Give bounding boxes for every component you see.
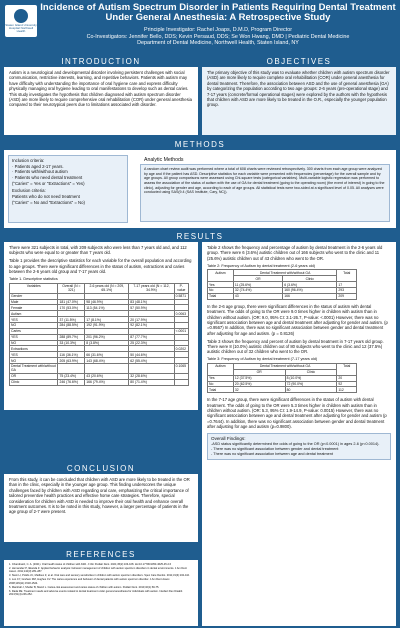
- results-right-panel: [202, 242, 396, 626]
- objectives-panel: [202, 67, 396, 135]
- introduction-panel: [4, 67, 198, 135]
- table1-cell: 17 (8.1%): [85, 317, 129, 323]
- table3-cell: Total: [208, 387, 234, 393]
- table1-cell: 33 (10.3%): [58, 340, 85, 346]
- table2: [207, 269, 357, 299]
- table1-cell: 192 (91.9%): [85, 322, 129, 328]
- introduction-heading: INTRODUCTION: [4, 55, 198, 67]
- references-panel: [4, 560, 198, 626]
- table1-cell: 201 (96.2%): [85, 334, 129, 340]
- analytic-box: [140, 164, 390, 222]
- findings-title: Overall Findings:: [211, 435, 246, 441]
- table1-cell: 288 (89.7%): [58, 334, 85, 340]
- poster-header: [0, 0, 400, 54]
- table1: [9, 283, 189, 386]
- results-paragraph: In the 7-17 age group, there were significant differences in the status of autism with dental treatment. The odds of going to the OR were 5.3 times higher in children with autism than in children without autism. (OR: 5.3, 95% CI: 1.9-14.9, P-value: 0.0015) However, there was no significant association between age and dental treatment after adjusting for gender and autism (p =0.7644). In addition, there was no significant association between gender and dental treatment after adjusting for age and autism (p=0.9800).: [207, 397, 387, 430]
- table1-cell: 43 (20.6%): [85, 373, 129, 379]
- table1-cell: Male: [10, 299, 58, 305]
- results-paragraph: Table 2 shows the frequency and percentage of autism by dental treatment in the 2-6 years old group. There were 6 (3.6%) autistic children out of 166 subjects who went to the clinic and 11 (25.6%) autistic children out of 43 children who went to the OR.: [207, 245, 383, 261]
- table2-cell: 6 (3.6%): [283, 282, 337, 288]
- table1-cell: 0.0063: [174, 311, 188, 317]
- results-paragraph: There were 321 subjects in total, with 209 subjects who were less than 7 years old and, and 112 subjects who were equal to or greater than 7 years old.: [9, 245, 187, 256]
- table1-cell: YES: [10, 352, 58, 358]
- table2-cell: 160 (96.4%): [283, 288, 337, 294]
- table1-header-cell: Overall (N = 321): [58, 283, 85, 293]
- table1-cell: [174, 379, 188, 385]
- table2-cell: Total: [208, 293, 234, 299]
- table2-cell: 17: [337, 282, 357, 288]
- results-left-panel: [4, 242, 198, 410]
- table1-cell: NO: [10, 340, 58, 346]
- reference-item: 2. Hernandez P, Ikkanda Z. Applied behavior analysis: behavior management of children with autism spectrum disorders in dental environments. J Am Dent Assoc. 2011;142(3):281-287.: [9, 567, 187, 574]
- inclusion-item: · Patients with/without autism: [12, 169, 68, 175]
- logo-text: Staten Island University Hospital Northwell Health: [5, 22, 37, 34]
- table1-cell: 57 (50.9%): [129, 305, 174, 311]
- principal-investigator: Principle Investigator: Rachel Joaps, D.M.D, Program Director: [144, 27, 292, 33]
- table2-cell: 11 (25.6%): [233, 282, 282, 288]
- table1-cell: 181 (47.0%): [58, 299, 85, 305]
- poster-title: Incidence of Autism Spectrum Disorder in Patients Requiring Dental Treatment Under General Anesthesia: A Retrospective Study: [40, 2, 396, 24]
- table2-header-cell: Autism: [208, 270, 234, 282]
- objectives-heading: OBJECTIVES: [202, 55, 396, 67]
- table1-cell: Gender: [10, 293, 58, 299]
- inclusion-item: · Patients aged 2-17 years.: [12, 163, 64, 169]
- table1-cell: OR: [10, 373, 58, 379]
- logo-mark-icon: [14, 9, 28, 23]
- co-investigators: Co-Investigators: Jennifer Bello, DDS; Kevin Persaud, DDS; Se Won Hwang, DMD | Pediatric Dental Medicine: [86, 33, 350, 40]
- department: Department of Dental Medicine, Northwell Health, Staten Island, NY: [137, 40, 299, 47]
- analytic-title: Analytic Methods: [144, 157, 184, 163]
- table2-header-cell: Dental Treatment with/without GA: [233, 270, 336, 276]
- table1-cell: Caries: [10, 328, 58, 334]
- table1-cell: 246 (76.6%): [58, 379, 85, 385]
- table1-cell: [129, 363, 174, 373]
- table1-header-cell: Variables: [10, 283, 58, 293]
- table3-subheader-cell: OR: [233, 369, 285, 375]
- table1-cell: 62 (55.4%): [129, 358, 174, 364]
- table2-subheader-cell: OR: [233, 276, 282, 282]
- table3-cell: 92: [337, 381, 357, 387]
- reference-item: 5. Marshall J, Sheller B, Mancl L. Caries-risk assessment and caries status of children with autism. Pediatr Dent. 2010;32(1):69-75.: [9, 585, 160, 589]
- table2-cell: No: [208, 288, 234, 294]
- table1-cell: 50 (44.6%): [129, 352, 174, 358]
- table1-cell: 80 (71.4%): [129, 379, 174, 385]
- introduction-text: Autism is a neurological and developmental disorder involving persistent challenges with social communication, restrictive interests, learning, and repetitive behaviors. Patients with autism may have difficulty with understanding the importance of oral hygiene care and express difficulty physically managing oral hygiene leading to oral manifestations to develop such as dental caries. This study investigates the hypothesis that children diagnosed with autism spectrum disorder (ASD) are more likely to require comprehensive oral rehabilitation (COR) under general anesthesia compared to their neurotypical peers due to limitations associated with disorder.: [9, 70, 192, 108]
- table-row: [10, 363, 189, 373]
- table1-cell: 20 (17.9%): [129, 317, 174, 323]
- table-row: [10, 379, 189, 385]
- inclusion-item: ("Caries" = Yes or "Extractions" = Yes): [12, 180, 85, 186]
- table2-cell: 166: [283, 293, 337, 299]
- table2-cell: 43: [233, 293, 282, 299]
- finding-item: - There was no significant association between age and dental treatment: [211, 452, 333, 457]
- criteria-box: [8, 155, 128, 223]
- table1-header-cell: 7-17 years old (N = 112, 34.9%): [129, 283, 174, 293]
- table1-cell: Dental Treatment with/without GA: [10, 363, 58, 373]
- table1-cell: 92 (82.1%): [129, 322, 174, 328]
- results-paragraph: In the 2-6 age group, there were significant differences in the status of autism with dental treatment. The odds of going to the OR were 9.0 times higher in children with autism than in children without autism. (OR: 9.0, 95% CI: 3.1-26.7, P-value: <.0001) However, there was no significant association between age and dental treatment after adjusting for gender and autism. (p =0.9567) In addition, there was no significant association between gender and dental treatment after adjusting for age and autism. (p = 0.8126): [207, 303, 388, 336]
- table1-cell: 66 (31.6%): [85, 352, 129, 358]
- table1-cell: 25 (22.3%): [129, 340, 174, 346]
- table2-cell: 293: [337, 288, 357, 294]
- table3-subheader-cell: Clinic: [285, 369, 337, 375]
- objectives-text: The primary objective of this study was to evaluate whether children with autism spectrum disorder (ASD) are more likely to require complete oral rehabilitation (COR) under general anesthesia for dental treatment. Therefore, the association between ASD and the use of general anesthesia (GA) by categorizing the population according to two age groups: 2-6 years (pre-operational stage) and 7-17 years (concrete/formal operational stages) were explored by the authors with the hypothesis that children with ASD are more likely to be treated in the O.R., especially the younger population group.: [207, 70, 390, 108]
- results-paragraph: Table 3 shows the frequency and percent of autism by dental treatment in 7-17 years old group. There were 8 (10.0%) autistic children out of 80 subjects who went to the clinic and 12 (37.5%) autistic children out of 32 children who went to the OR.: [207, 338, 384, 355]
- table3-cell: 80: [285, 387, 337, 393]
- table1-cell: 0.1065: [174, 363, 188, 373]
- table1-cell: 284 (88.5%): [58, 322, 85, 328]
- table1-cell: 87 (77.7%): [129, 334, 174, 340]
- table1-cell: 170 (53.0%): [58, 305, 85, 311]
- finding-item: - There was no significant association between gender and dental treatment: [211, 447, 339, 452]
- exclusion-item: ("Caries" = No and "Extractions" = No): [12, 199, 85, 205]
- table3-cell: 72 (90.0%): [285, 381, 337, 387]
- northwell-logo: [5, 5, 37, 37]
- inclusion-item: · Patients who need dental treatment: [12, 175, 83, 181]
- table2-cell: 209: [337, 293, 357, 299]
- table1-cell: [85, 363, 129, 373]
- table2-cell: Yes: [208, 282, 234, 288]
- table3: [207, 363, 357, 393]
- table1-cell: Female: [10, 305, 58, 311]
- table1-cell: Extractions: [10, 346, 58, 352]
- table3-cell: 112: [337, 387, 357, 393]
- reference-item: 1. Chandrasiri, C. A. (2021). Oral health status of children with ASD. J Clin Pediatr Dent. 2021;45(2):103-108. doi:10.17796/1053-4625-45.2.6: [9, 563, 172, 566]
- results-heading: RESULTS: [4, 230, 396, 242]
- table1-cell: YES: [10, 317, 58, 323]
- exclusion-title: Exclusion criteria:: [12, 188, 46, 194]
- methods-panel: [4, 150, 396, 228]
- table1-cell: 116 (36.1%): [58, 352, 85, 358]
- conclusion-text: From this study, it can be concluded that children with ASD are more likely to be treated in the OR than in the clinic, especially in the younger age group. This finding underscores the unique challenges faced by children with ASD regarding oral care, emphasizing the critical importance of tailored preventive health practices and effective home care strategies. Therefore, special consideration for children with ASD is needed to improve their oral health and enhance overall treatment outcomes. It is to be noted in this study, however, a larger percentage of patients in the age group of 2-7 were present.: [9, 477, 190, 515]
- conclusion-heading: CONCLUSION: [4, 462, 198, 474]
- references-heading: REFERENCES: [4, 548, 198, 560]
- table3-cell: 8 (10.0%): [285, 375, 337, 381]
- inclusion-title: Inclusion criteria:: [12, 158, 45, 163]
- table1-cell: 83 (48.1%): [129, 299, 174, 305]
- table3-cell: No: [208, 381, 234, 387]
- reference-item: 3. Stein LI, Polido JC, Mailloux Z, et al. Oral care and sensory sensitivities in children with autism spectrum disorders. Spec Care Dentist. 2011;31(3):102-110.: [9, 574, 190, 578]
- table1-cell: 166 (79.4%): [85, 379, 129, 385]
- table-row: [208, 293, 357, 299]
- overall-findings-box: [207, 433, 391, 460]
- table1-cell: [58, 363, 85, 373]
- table1-cell: NO: [10, 322, 58, 328]
- table1-cell: YES: [10, 334, 58, 340]
- table1-cell: 143 (68.4%): [85, 358, 129, 364]
- table1-cell: 8 (3.8%): [85, 340, 129, 346]
- author-block: [40, 27, 396, 47]
- table1-title: Table 1. Descriptive statistics: [9, 276, 58, 281]
- reference-item: 6. Rada RE. Treatment needs and adverse events related to dental treatment under general anesthesia for individuals with autism. Intellect Dev Disabil. 2013;51(4):246-252.: [9, 589, 183, 596]
- conclusion-panel: [4, 474, 198, 542]
- table3-header-cell: Total: [337, 364, 357, 376]
- table1-cell: 205 (63.9%): [58, 358, 85, 364]
- table1-cell: 75 (23.4%): [58, 373, 85, 379]
- table3-title: Table 3: Frequency of Autism by dental treatment (7-17 years old): [207, 357, 318, 362]
- table1-cell: 32 (28.6%): [129, 373, 174, 379]
- methods-heading: METHODS: [4, 138, 396, 150]
- table1-cell: NO: [10, 358, 58, 364]
- analytic-text: A random chart review audit was performed where a total of 608 charts were reviewed retrospectively. 300 charts from each age group were analyzed by age and if the patient has ASD. Descriptive statistics for each variable were presented with frequencies (percentage) for the overall sample and by age groups. All group comparisons were assessed using Chi-square tests (categorical variables). Multi-variable logistic regression was performed to assess the association of the status of autism with the use of GA for dental treatment (going to the operating room) (the event of interest) in going to the clinic), adjusting for gender and age, according to each of age groups. All statistical tests were two-sided at a significant level of 0.05. All analyses were conducted using SAS(9.4 (SAS Institute, Cary, NC)).: [144, 167, 385, 195]
- table1-cell: 0.0202: [174, 346, 188, 352]
- results-paragraph: Table 1 provides the descriptive statistics for each variable for the overall population and according to age groups. There were significant differences in the status of autism, extractions and caries between the 2-6 years old group and 7-17 years old.: [9, 258, 192, 274]
- finding-item: -ASD status significantly determined the odds of going to the OR (p<0.0001) in ages 2-6 (p<0.0014).: [211, 442, 380, 447]
- table1-header-cell: 2-6 years old (N = 209, 65.1%): [85, 283, 129, 293]
- table3-cell: 12 (37.5%): [233, 375, 285, 381]
- table3-cell: 32: [233, 387, 285, 393]
- table3-header-cell: Dental Treatment with/without GA: [233, 364, 336, 370]
- table3-cell: Yes: [208, 375, 234, 381]
- table-row: [208, 387, 357, 393]
- exclusion-item: Patients who do not need treatment: [12, 194, 80, 200]
- table3-cell: 20: [337, 375, 357, 381]
- table1-cell: 113 (54.1%): [85, 305, 129, 311]
- table1-header-cell: P-value: [174, 283, 188, 293]
- table2-title: Table 2: Frequency of Autism by dental treatment (2-6 years old): [207, 263, 316, 268]
- table1-cell: Autism: [10, 311, 58, 317]
- table1-cell: 0.5871: [174, 293, 188, 299]
- table1-cell: 37 (11.5%): [58, 317, 85, 323]
- table2-subheader-cell: Clinic: [283, 276, 337, 282]
- table2-header-cell: Total: [337, 270, 357, 282]
- table1-cell: 98 (46.9%): [85, 299, 129, 305]
- reference-item: 4. Loo CY, Graham RM, Hughes CV. The caries experience and behavior of dental patients with autism spectrum disorder. J Am Dent Assoc. 2008;139(11):1518-1524.: [9, 578, 171, 585]
- table1-cell: <.0001: [174, 328, 188, 334]
- table1-cell: Clinic: [10, 379, 58, 385]
- table3-header-cell: Autism: [208, 364, 234, 376]
- table3-cell: 20 (62.5%): [233, 381, 285, 387]
- table2-cell: 32 (74.4%): [233, 288, 282, 294]
